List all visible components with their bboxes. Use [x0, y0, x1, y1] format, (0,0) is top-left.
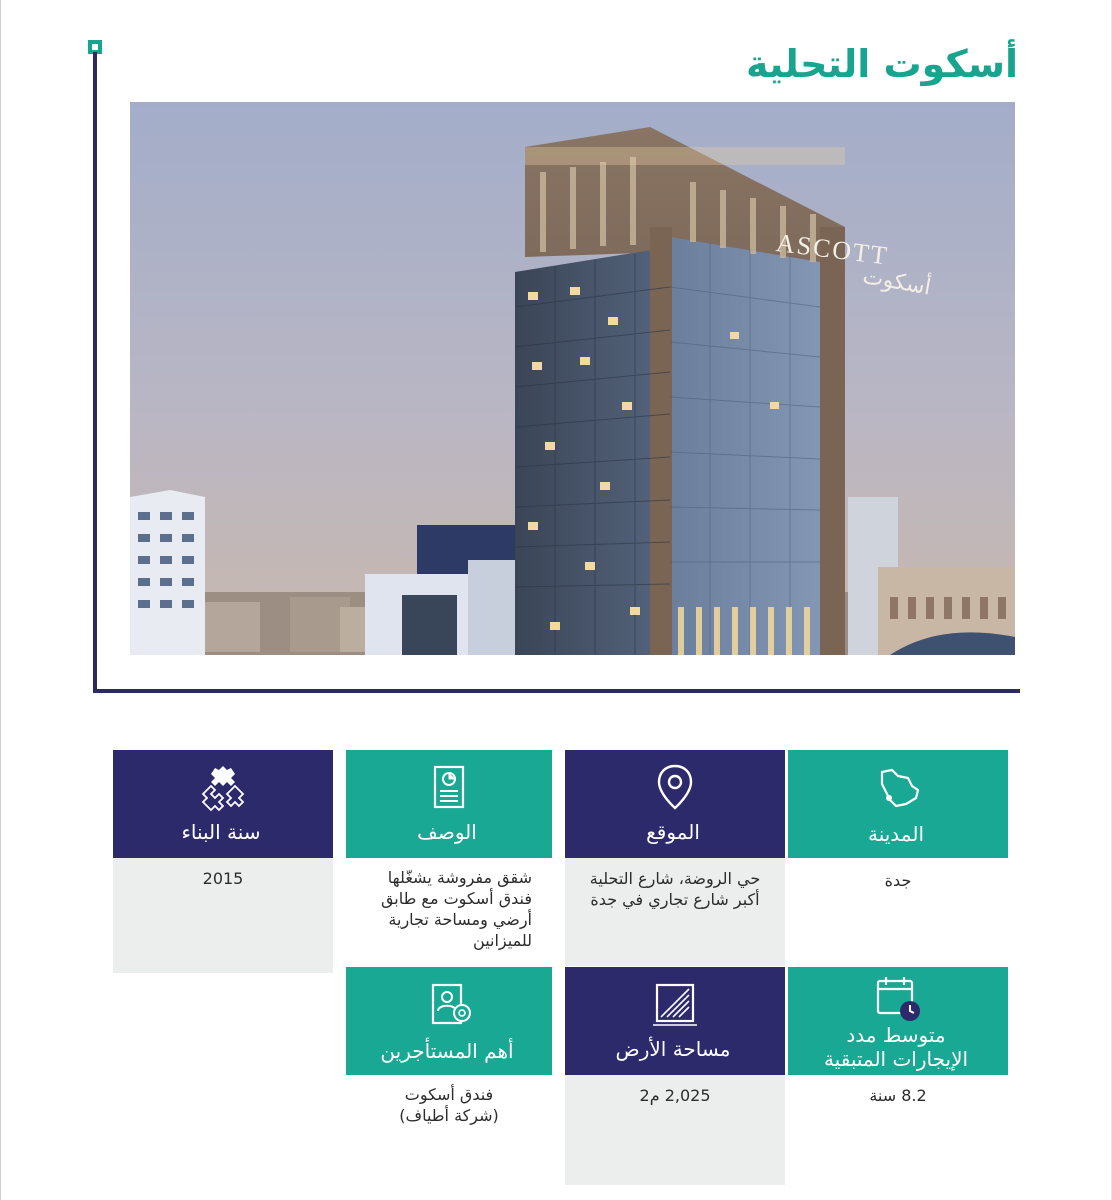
- card-lease-term-label-line-2: الإيجارات المتبقية: [823, 1047, 969, 1071]
- card-lease-term-header: [788, 967, 1008, 1075]
- hotel-photo: [130, 102, 1015, 655]
- card-city: [788, 750, 1008, 958]
- card-description-line-4: للميزانين: [473, 931, 532, 950]
- card-land-area: [565, 967, 785, 1185]
- card-land-area-header: [565, 967, 785, 1075]
- card-description-line-2: فندق أسكوت مع طابق: [380, 889, 532, 908]
- card-tenants-body: [346, 1075, 552, 1145]
- document-chart-icon: [423, 762, 475, 814]
- card-description-line-3: أرضي ومساحة تجارية: [388, 910, 532, 929]
- card-year-built-label: سنة البناء: [181, 820, 261, 844]
- card-description-line-1: شقق مفروشة يشغّلها: [387, 868, 532, 887]
- card-location-body: [565, 858, 785, 966]
- card-year-built-body: [113, 858, 333, 973]
- card-land-area-value: 2,025 م2: [639, 1086, 711, 1105]
- card-year-built-header: [113, 750, 333, 858]
- card-city-label: المدينة: [867, 822, 925, 846]
- hotel-sign-english: ASCOTT: [774, 228, 891, 271]
- hotel-sign-arabic: أسكوت: [860, 264, 933, 301]
- card-description-label: الوصف: [417, 820, 477, 844]
- card-year-built: [113, 750, 333, 973]
- card-year-built-value: 2015: [202, 869, 244, 888]
- card-city-header: [788, 750, 1008, 858]
- frame-vertical-bar: [93, 52, 97, 693]
- page-edge-line: [0, 0, 1, 1200]
- frame-horizontal-bar: [93, 689, 1020, 693]
- card-location-line-1: حي الروضة، شارع التحلية: [589, 869, 761, 888]
- saudi-map-icon: [872, 762, 924, 814]
- card-tenants-header: [346, 967, 552, 1075]
- card-location: [565, 750, 785, 966]
- card-description: [346, 750, 552, 966]
- card-description-body: [346, 858, 552, 966]
- card-location-label: الموقع: [646, 820, 700, 844]
- card-lease-term: [788, 967, 1008, 1135]
- card-tenants-line-2: (شركة أطياف): [399, 1106, 499, 1125]
- card-lease-term-label: [794, 1023, 998, 1071]
- card-city-body: [788, 858, 1008, 958]
- card-lease-term-value: 8.2 سنة: [869, 1086, 927, 1105]
- area-icon: [649, 979, 701, 1031]
- card-location-line-2: أكبر شارع تجاري في جدة: [590, 890, 760, 909]
- tenant-profile-icon: [423, 979, 475, 1031]
- card-city-value: جدة: [884, 871, 912, 890]
- card-tenants-line-1: فندق أسكوت: [404, 1085, 494, 1104]
- card-tenants-label: أهم المستأجرين: [380, 1039, 514, 1063]
- puzzle-icon: [197, 762, 249, 814]
- location-pin-icon: [649, 762, 701, 814]
- card-tenants: [346, 967, 552, 1145]
- page-title: أسكوت التحلية: [746, 42, 1018, 86]
- calendar-clock-icon: [872, 973, 924, 1025]
- card-lease-term-body: [788, 1075, 1008, 1135]
- card-description-header: [346, 750, 552, 858]
- card-land-area-body: [565, 1075, 785, 1185]
- card-land-area-label: مساحة الأرض: [615, 1037, 731, 1061]
- card-lease-term-label-line-1: متوسط مدد: [846, 1023, 946, 1047]
- card-location-header: [565, 750, 785, 858]
